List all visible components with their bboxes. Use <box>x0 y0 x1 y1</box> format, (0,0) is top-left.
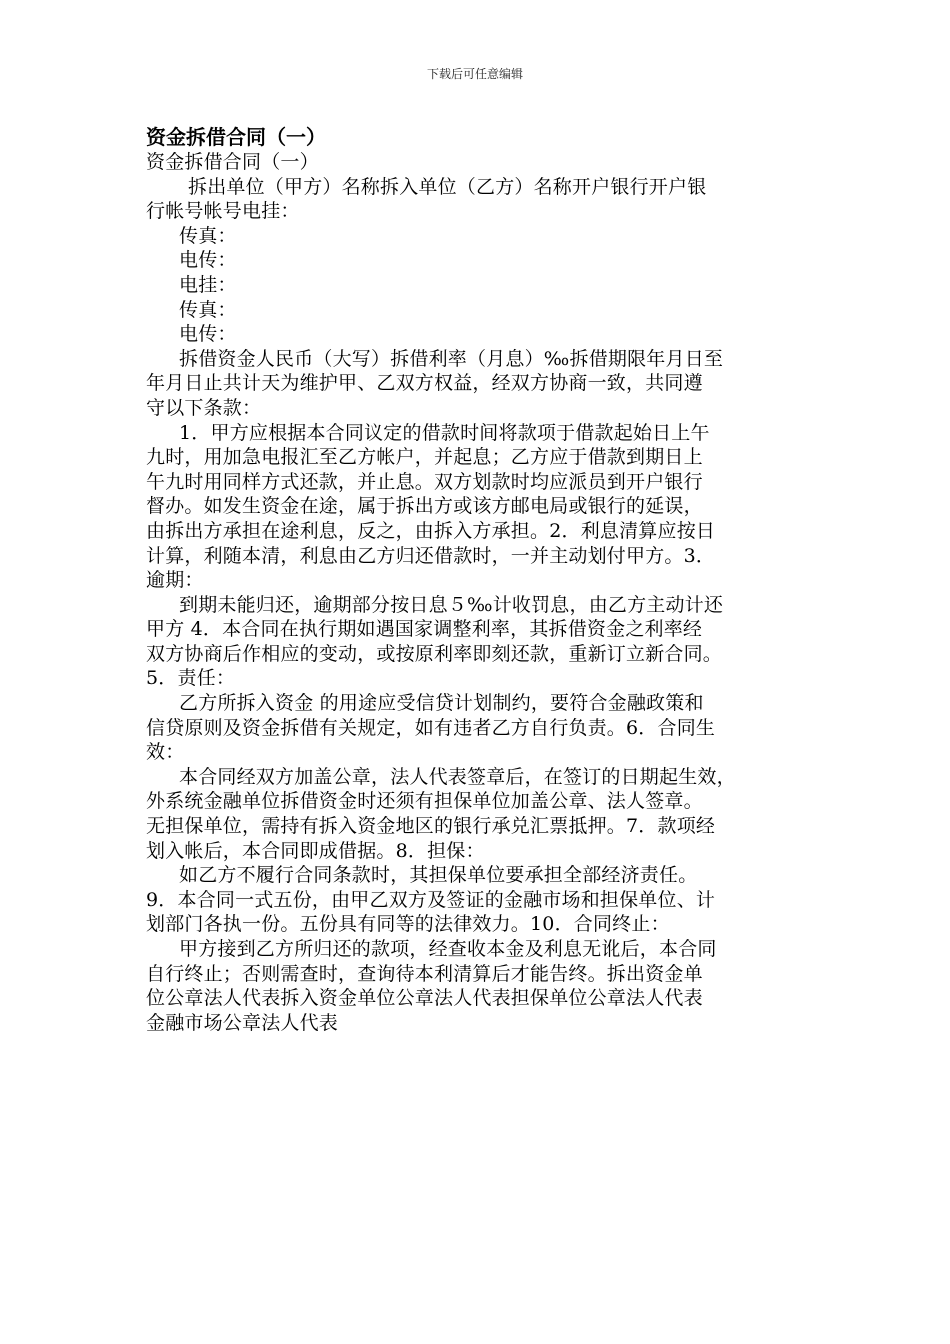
body-line: 效： <box>146 741 185 764</box>
body-line: 外系统金融单位拆借资金时还须有担保单位加盖公章、法人签章。 <box>146 790 703 813</box>
body-line: 甲方 4．本合同在执行期如遇国家调整利率，其拆借资金之利率经 <box>146 618 703 641</box>
body-line: 年月日止共计天为维护甲、乙双方权益，经双方协商一致，共同遵 <box>146 372 703 395</box>
page-header-note: 下载后可任意编辑 <box>426 67 523 81</box>
document-title: 资金拆借合同（一） <box>146 125 326 149</box>
body-line: 信贷原则及资金拆借有关规定，如有违者乙方自行负责。6．合同生 <box>146 716 716 739</box>
body-line: 行帐号帐号电挂： <box>146 200 300 223</box>
body-line: 自行终止；否则需查时，查询待本利清算后才能告终。拆出资金单 <box>146 962 703 985</box>
body-line: 金融市场公章法人代表 <box>146 1011 339 1034</box>
body-line: 逾期： <box>146 569 204 592</box>
body-line: 午九时用同样方式还款，并止息。双方划款时均应派员到开户银行 <box>146 470 703 493</box>
body-line: 到期未能归还，逾期部分按日息５‰计收罚息，由乙方主动计还 <box>179 593 724 616</box>
body-line: 九时，用加急电报汇至乙方帐户，并起息；乙方应于借款到期日上 <box>146 446 703 469</box>
body-line: 双方协商后作相应的变动，或按原利率即刻还款，重新订立新合同。 <box>146 642 723 665</box>
body-line: 1．甲方应根据本合同议定的借款时间将款项于借款起始日上午 <box>179 421 710 444</box>
body-line: 拆出单位（甲方）名称拆入单位（乙方）名称开户银行开户银 <box>188 175 707 198</box>
body-line: 电传： <box>179 249 237 272</box>
body-line: 本合同经双方加盖公章，法人代表签章后，在签订的日期起生效， <box>179 765 736 788</box>
body-line: 由拆出方承担在途利息，反之，由拆入方承担。2．利息清算应按日 <box>146 519 716 542</box>
body-line: 电传： <box>179 323 237 346</box>
body-line: 督办。如发生资金在途，属于拆出方或该方邮电局或银行的延误， <box>146 495 703 518</box>
body-line: 如乙方不履行合同条款时，其担保单位要承担全部经济责任。 <box>179 864 698 887</box>
body-line: 电挂： <box>179 273 237 296</box>
body-line: 划部门各执一份。五份具有同等的法律效力。10．合同终止： <box>146 913 670 936</box>
body-line: 传真： <box>179 298 237 321</box>
body-line: 划入帐后，本合同即成借据。8．担保： <box>146 839 485 862</box>
body-line: 计算，利随本清，利息由乙方归还借款时，一并主动划付甲方。3． <box>146 544 716 567</box>
body-line: 无担保单位，需持有拆入资金地区的银行承兑汇票抵押。7．款项经 <box>146 815 716 838</box>
body-line: 9．本合同一式五份，由甲乙双方及签证的金融市场和担保单位、计 <box>146 888 716 911</box>
body-line: 甲方接到乙方所归还的款项，经查收本金及利息无讹后，本合同 <box>179 938 717 960</box>
body-line: 乙方所拆入资金 的用途应受信贷计划制约，要符合金融政策和 <box>179 692 704 715</box>
contract-document <box>146 124 810 1035</box>
body-line: 守以下条款： <box>146 396 262 419</box>
body-line: 拆借资金人民币（大写）拆借利率（月息）‰拆借期限年月日至 <box>179 347 724 370</box>
body-line: 传真： <box>179 224 237 247</box>
body-line: 5．责任： <box>146 667 236 690</box>
body-line: 位公章法人代表拆入资金单位公章法人代表担保单位公章法人代表 <box>146 987 703 1010</box>
body-line: 资金拆借合同（一） <box>146 151 319 173</box>
